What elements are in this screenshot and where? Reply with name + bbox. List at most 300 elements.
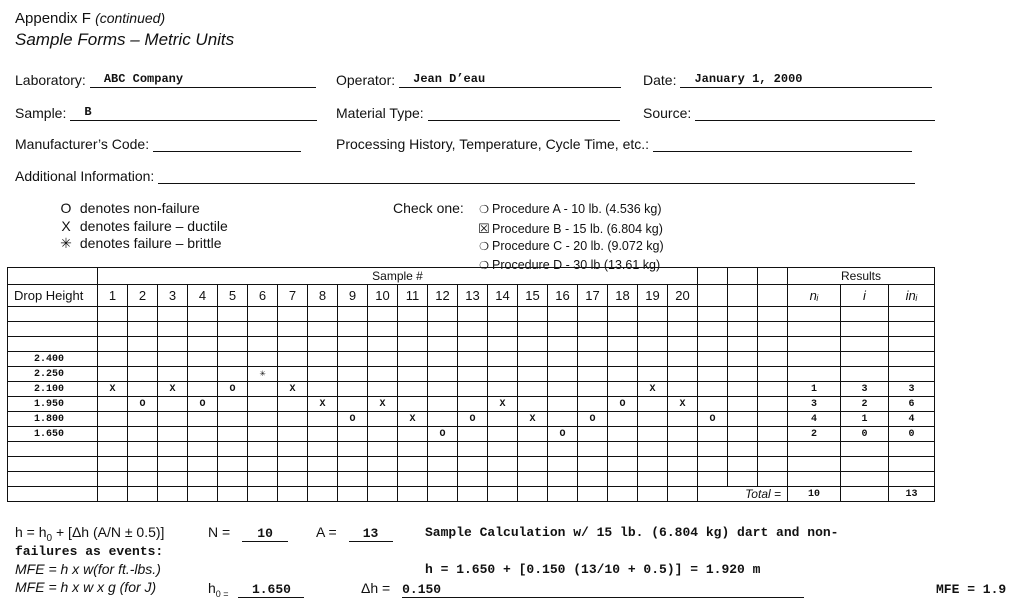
result-cell[interactable] [248, 472, 278, 487]
result-cell[interactable] [338, 367, 368, 382]
result-cell[interactable] [248, 427, 278, 442]
result-cell[interactable] [128, 382, 158, 397]
result-cell[interactable] [158, 322, 188, 337]
result-cell[interactable] [368, 412, 398, 427]
result-cell[interactable]: X [308, 397, 338, 412]
result-cell[interactable] [188, 457, 218, 472]
result-cell[interactable] [638, 412, 668, 427]
result-cell[interactable] [488, 367, 518, 382]
result-cell[interactable] [188, 427, 218, 442]
result-cell[interactable] [218, 337, 248, 352]
result-cell[interactable] [98, 472, 128, 487]
result-cell[interactable]: O [608, 397, 638, 412]
result-cell[interactable] [338, 397, 368, 412]
result-cell[interactable] [308, 412, 338, 427]
result-cell[interactable] [578, 352, 608, 367]
result-cell[interactable] [278, 427, 308, 442]
radio-icon[interactable]: ❍ [479, 241, 489, 253]
result-cell[interactable] [218, 427, 248, 442]
result-cell[interactable] [518, 442, 548, 457]
result-cell[interactable] [338, 427, 368, 442]
result-cell[interactable] [728, 397, 758, 412]
result-cell[interactable] [338, 322, 368, 337]
result-cell[interactable] [308, 352, 338, 367]
result-cell[interactable] [278, 472, 308, 487]
result-cell[interactable] [758, 412, 788, 427]
result-cell[interactable]: ✳ [248, 367, 278, 382]
result-cell[interactable] [668, 352, 698, 367]
result-cell[interactable]: O [698, 412, 728, 427]
result-cell[interactable] [428, 412, 458, 427]
result-cell[interactable] [758, 352, 788, 367]
result-cell[interactable] [518, 367, 548, 382]
result-cell[interactable] [128, 352, 158, 367]
result-cell[interactable] [278, 322, 308, 337]
result-cell[interactable] [428, 322, 458, 337]
result-cell[interactable] [188, 307, 218, 322]
result-cell[interactable] [98, 322, 128, 337]
result-cell[interactable] [128, 367, 158, 382]
checked-radio-icon[interactable]: ☒ [478, 220, 490, 236]
operator-input[interactable]: Jean D’eau [399, 72, 621, 88]
result-cell[interactable] [488, 352, 518, 367]
result-cell[interactable] [308, 382, 338, 397]
result-cell[interactable] [128, 427, 158, 442]
result-cell[interactable] [368, 307, 398, 322]
result-cell[interactable] [398, 427, 428, 442]
result-cell[interactable] [578, 367, 608, 382]
result-cell[interactable] [548, 397, 578, 412]
result-cell[interactable] [428, 457, 458, 472]
result-cell[interactable] [698, 322, 728, 337]
result-cell[interactable] [368, 322, 398, 337]
result-cell[interactable] [578, 337, 608, 352]
result-cell[interactable] [98, 307, 128, 322]
result-cell[interactable] [218, 307, 248, 322]
result-cell[interactable] [548, 352, 578, 367]
result-cell[interactable] [758, 382, 788, 397]
result-cell[interactable] [458, 367, 488, 382]
result-cell[interactable] [758, 367, 788, 382]
result-cell[interactable] [518, 337, 548, 352]
result-cell[interactable] [758, 322, 788, 337]
result-cell[interactable] [248, 397, 278, 412]
result-cell[interactable] [98, 397, 128, 412]
result-cell[interactable] [128, 472, 158, 487]
result-cell[interactable] [608, 337, 638, 352]
result-cell[interactable] [758, 427, 788, 442]
result-cell[interactable] [278, 367, 308, 382]
result-cell[interactable] [578, 457, 608, 472]
drop-height-cell[interactable] [8, 322, 98, 337]
result-cell[interactable] [608, 442, 638, 457]
result-cell[interactable] [698, 307, 728, 322]
result-cell[interactable] [458, 352, 488, 367]
result-cell[interactable] [98, 427, 128, 442]
result-cell[interactable]: X [518, 412, 548, 427]
result-cell[interactable] [308, 442, 338, 457]
result-cell[interactable] [728, 337, 758, 352]
result-cell[interactable] [488, 427, 518, 442]
result-cell[interactable] [728, 307, 758, 322]
procedure-option-c[interactable] [476, 238, 664, 257]
result-cell[interactable] [758, 307, 788, 322]
result-cell[interactable] [698, 427, 728, 442]
processing-input[interactable] [653, 136, 912, 152]
result-cell[interactable] [218, 472, 248, 487]
result-cell[interactable] [578, 322, 608, 337]
result-cell[interactable] [608, 382, 638, 397]
result-cell[interactable] [278, 442, 308, 457]
result-cell[interactable] [518, 472, 548, 487]
result-cell[interactable] [458, 382, 488, 397]
result-cell[interactable] [428, 472, 458, 487]
result-cell[interactable] [188, 442, 218, 457]
result-cell[interactable] [398, 367, 428, 382]
result-cell[interactable] [548, 382, 578, 397]
result-cell[interactable] [638, 367, 668, 382]
result-cell[interactable] [308, 367, 338, 382]
result-cell[interactable] [158, 427, 188, 442]
result-cell[interactable] [368, 367, 398, 382]
result-cell[interactable] [278, 412, 308, 427]
result-cell[interactable] [638, 457, 668, 472]
result-cell[interactable] [578, 307, 608, 322]
result-cell[interactable] [638, 307, 668, 322]
result-cell[interactable] [458, 307, 488, 322]
result-cell[interactable] [608, 307, 638, 322]
result-cell[interactable] [248, 352, 278, 367]
h0-value[interactable]: 1.650 [238, 582, 304, 598]
result-cell[interactable] [188, 367, 218, 382]
result-cell[interactable] [638, 322, 668, 337]
result-cell[interactable] [158, 337, 188, 352]
result-cell[interactable] [488, 382, 518, 397]
result-cell[interactable] [98, 442, 128, 457]
result-cell[interactable] [308, 427, 338, 442]
result-cell[interactable]: X [98, 382, 128, 397]
result-cell[interactable] [128, 307, 158, 322]
result-cell[interactable] [98, 337, 128, 352]
a-value[interactable]: 13 [349, 526, 393, 542]
result-cell[interactable] [428, 382, 458, 397]
result-cell[interactable] [128, 337, 158, 352]
result-cell[interactable] [488, 472, 518, 487]
result-cell[interactable] [728, 352, 758, 367]
result-cell[interactable] [368, 352, 398, 367]
result-cell[interactable] [308, 307, 338, 322]
result-cell[interactable] [398, 472, 428, 487]
drop-height-cell[interactable] [8, 337, 98, 352]
result-cell[interactable] [368, 382, 398, 397]
result-cell[interactable] [548, 472, 578, 487]
result-cell[interactable] [398, 322, 428, 337]
drop-height-cell[interactable] [8, 457, 98, 472]
result-cell[interactable] [728, 367, 758, 382]
result-cell[interactable] [188, 472, 218, 487]
drop-height-cell[interactable] [8, 442, 98, 457]
result-cell[interactable] [518, 397, 548, 412]
result-cell[interactable] [248, 322, 278, 337]
result-cell[interactable] [278, 457, 308, 472]
result-cell[interactable] [668, 472, 698, 487]
result-cell[interactable] [158, 352, 188, 367]
result-cell[interactable]: X [158, 382, 188, 397]
result-cell[interactable]: O [458, 412, 488, 427]
result-cell[interactable] [548, 322, 578, 337]
result-cell[interactable] [608, 427, 638, 442]
drop-height-cell[interactable]: 1.650 [8, 427, 98, 442]
result-cell[interactable] [638, 337, 668, 352]
result-cell[interactable] [428, 352, 458, 367]
result-cell[interactable] [398, 442, 428, 457]
result-cell[interactable] [548, 367, 578, 382]
result-cell[interactable] [458, 442, 488, 457]
result-cell[interactable] [698, 382, 728, 397]
result-cell[interactable] [188, 352, 218, 367]
result-cell[interactable] [278, 397, 308, 412]
result-cell[interactable] [368, 337, 398, 352]
drop-height-cell[interactable]: 2.100 [8, 382, 98, 397]
result-cell[interactable] [218, 397, 248, 412]
result-cell[interactable] [398, 307, 428, 322]
result-cell[interactable] [728, 427, 758, 442]
result-cell[interactable]: O [128, 397, 158, 412]
result-cell[interactable]: O [548, 427, 578, 442]
result-cell[interactable] [698, 442, 728, 457]
result-cell[interactable] [638, 352, 668, 367]
result-cell[interactable]: O [218, 382, 248, 397]
result-cell[interactable] [728, 382, 758, 397]
result-cell[interactable] [398, 397, 428, 412]
result-cell[interactable] [308, 457, 338, 472]
result-cell[interactable] [668, 322, 698, 337]
result-cell[interactable] [668, 442, 698, 457]
result-cell[interactable] [158, 442, 188, 457]
result-cell[interactable] [728, 412, 758, 427]
result-cell[interactable] [248, 307, 278, 322]
result-cell[interactable] [668, 367, 698, 382]
additional-input[interactable] [158, 168, 915, 184]
result-cell[interactable] [728, 442, 758, 457]
result-cell[interactable] [698, 337, 728, 352]
result-cell[interactable] [668, 307, 698, 322]
result-cell[interactable] [758, 397, 788, 412]
result-cell[interactable] [158, 412, 188, 427]
result-cell[interactable] [278, 337, 308, 352]
result-cell[interactable] [548, 412, 578, 427]
result-cell[interactable] [608, 457, 638, 472]
result-cell[interactable] [338, 382, 368, 397]
result-cell[interactable] [698, 457, 728, 472]
result-cell[interactable] [518, 427, 548, 442]
result-cell[interactable] [248, 382, 278, 397]
result-cell[interactable] [638, 427, 668, 442]
result-cell[interactable] [248, 442, 278, 457]
result-cell[interactable] [188, 382, 218, 397]
result-cell[interactable] [428, 367, 458, 382]
source-input[interactable] [695, 105, 935, 121]
result-cell[interactable] [98, 367, 128, 382]
material-input[interactable] [428, 105, 620, 121]
result-cell[interactable] [458, 322, 488, 337]
result-cell[interactable] [758, 457, 788, 472]
drop-height-cell[interactable] [8, 307, 98, 322]
result-cell[interactable]: X [638, 382, 668, 397]
result-cell[interactable]: O [188, 397, 218, 412]
result-cell[interactable] [698, 352, 728, 367]
result-cell[interactable] [338, 307, 368, 322]
result-cell[interactable]: X [398, 412, 428, 427]
radio-icon[interactable]: ❍ [479, 204, 489, 216]
result-cell[interactable] [218, 322, 248, 337]
result-cell[interactable] [368, 442, 398, 457]
result-cell[interactable] [218, 442, 248, 457]
result-cell[interactable] [368, 472, 398, 487]
result-cell[interactable] [458, 397, 488, 412]
result-cell[interactable] [458, 427, 488, 442]
result-cell[interactable] [428, 307, 458, 322]
result-cell[interactable] [338, 472, 368, 487]
drop-height-cell[interactable]: 2.400 [8, 352, 98, 367]
result-cell[interactable] [218, 457, 248, 472]
result-cell[interactable] [578, 472, 608, 487]
result-cell[interactable] [158, 472, 188, 487]
result-cell[interactable] [578, 382, 608, 397]
result-cell[interactable]: X [278, 382, 308, 397]
result-cell[interactable] [668, 427, 698, 442]
result-cell[interactable] [488, 412, 518, 427]
result-cell[interactable] [458, 457, 488, 472]
result-cell[interactable] [158, 457, 188, 472]
result-cell[interactable] [278, 307, 308, 322]
result-cell[interactable] [758, 337, 788, 352]
procedure-option-a[interactable] [476, 201, 664, 220]
result-cell[interactable] [188, 322, 218, 337]
result-cell[interactable] [608, 322, 638, 337]
laboratory-input[interactable]: ABC Company [90, 72, 316, 88]
drop-height-cell[interactable]: 1.950 [8, 397, 98, 412]
result-cell[interactable] [248, 337, 278, 352]
result-cell[interactable] [218, 412, 248, 427]
result-cell[interactable] [308, 322, 338, 337]
result-cell[interactable] [548, 337, 578, 352]
drop-height-cell[interactable]: 2.250 [8, 367, 98, 382]
result-cell[interactable] [728, 457, 758, 472]
result-cell[interactable] [218, 352, 248, 367]
result-cell[interactable] [128, 412, 158, 427]
result-cell[interactable] [518, 457, 548, 472]
result-cell[interactable] [398, 337, 428, 352]
result-cell[interactable] [548, 457, 578, 472]
result-cell[interactable]: O [338, 412, 368, 427]
result-cell[interactable] [578, 397, 608, 412]
result-cell[interactable] [668, 457, 698, 472]
result-cell[interactable] [338, 457, 368, 472]
result-cell[interactable] [518, 322, 548, 337]
result-cell[interactable] [548, 442, 578, 457]
result-cell[interactable] [548, 307, 578, 322]
result-cell[interactable] [368, 427, 398, 442]
result-cell[interactable] [128, 442, 158, 457]
result-cell[interactable] [248, 457, 278, 472]
sample-input[interactable]: B [70, 105, 317, 121]
result-cell[interactable] [158, 367, 188, 382]
radio-icon[interactable]: ❍ [479, 259, 489, 272]
procedure-option-b[interactable] [476, 220, 664, 239]
result-cell[interactable] [668, 382, 698, 397]
result-cell[interactable] [398, 352, 428, 367]
result-cell[interactable]: O [578, 412, 608, 427]
result-cell[interactable]: X [368, 397, 398, 412]
result-cell[interactable] [128, 322, 158, 337]
result-cell[interactable] [188, 412, 218, 427]
result-cell[interactable] [188, 337, 218, 352]
result-cell[interactable] [728, 322, 758, 337]
result-cell[interactable] [518, 382, 548, 397]
result-cell[interactable] [608, 367, 638, 382]
result-cell[interactable] [728, 472, 758, 487]
result-cell[interactable] [458, 337, 488, 352]
result-cell[interactable] [398, 382, 428, 397]
result-cell[interactable] [638, 397, 668, 412]
result-cell[interactable] [488, 337, 518, 352]
result-cell[interactable] [338, 337, 368, 352]
result-cell[interactable] [668, 337, 698, 352]
result-cell[interactable] [518, 307, 548, 322]
result-cell[interactable] [338, 442, 368, 457]
drop-height-cell[interactable] [8, 472, 98, 487]
drop-height-cell[interactable]: 1.800 [8, 412, 98, 427]
result-cell[interactable] [608, 352, 638, 367]
result-cell[interactable] [398, 457, 428, 472]
result-cell[interactable] [98, 412, 128, 427]
result-cell[interactable] [338, 352, 368, 367]
result-cell[interactable] [308, 337, 338, 352]
result-cell[interactable] [248, 412, 278, 427]
result-cell[interactable]: X [488, 397, 518, 412]
result-cell[interactable] [428, 397, 458, 412]
result-cell[interactable] [608, 412, 638, 427]
result-cell[interactable] [638, 442, 668, 457]
result-cell[interactable] [668, 412, 698, 427]
result-cell[interactable] [308, 472, 338, 487]
result-cell[interactable] [758, 442, 788, 457]
result-cell[interactable] [158, 397, 188, 412]
result-cell[interactable] [158, 307, 188, 322]
result-cell[interactable] [458, 472, 488, 487]
result-cell[interactable] [578, 427, 608, 442]
result-cell[interactable] [98, 457, 128, 472]
result-cell[interactable] [578, 442, 608, 457]
result-cell[interactable] [428, 337, 458, 352]
result-cell[interactable] [608, 472, 638, 487]
result-cell[interactable] [368, 457, 398, 472]
manufacturer-input[interactable] [153, 136, 301, 152]
result-cell[interactable] [698, 397, 728, 412]
result-cell[interactable]: X [668, 397, 698, 412]
result-cell[interactable]: O [428, 427, 458, 442]
result-cell[interactable] [638, 472, 668, 487]
result-cell[interactable] [98, 352, 128, 367]
n-value[interactable]: 10 [242, 526, 288, 542]
result-cell[interactable] [278, 352, 308, 367]
result-cell[interactable] [698, 367, 728, 382]
dh-value[interactable]: 0.150 [402, 582, 804, 598]
result-cell[interactable] [488, 457, 518, 472]
result-cell[interactable] [758, 472, 788, 487]
result-cell[interactable] [488, 307, 518, 322]
